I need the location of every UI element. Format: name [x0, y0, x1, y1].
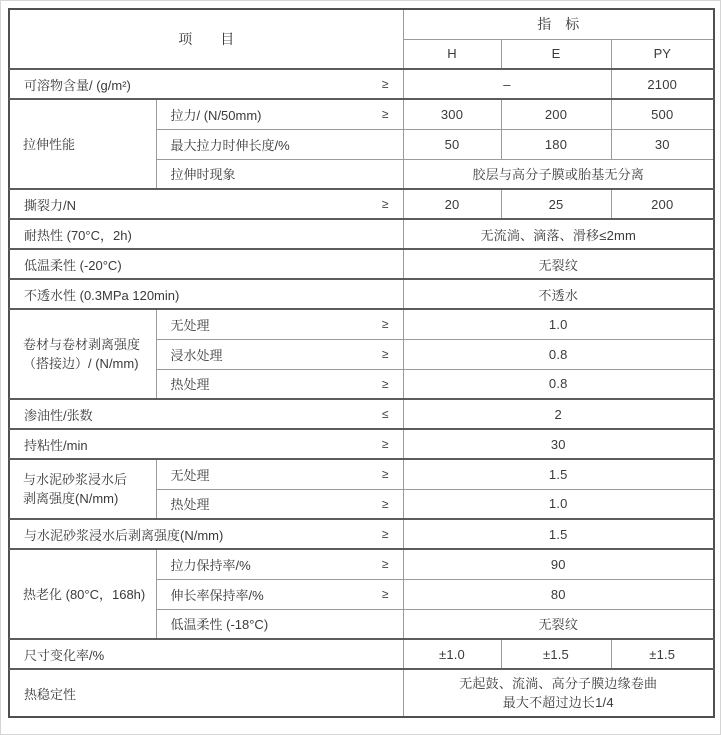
row-label: 尺寸变化率/% — [24, 647, 105, 663]
value-span: 90 — [403, 549, 714, 579]
label-wrap — [157, 310, 403, 338]
group-label-aging: 热老化 (80°C，168h) — [9, 549, 156, 639]
label-wrap — [10, 70, 403, 98]
sub-label: 拉力保持率/% — [170, 557, 251, 573]
row-tensile-force — [9, 99, 714, 129]
value-h-e: – — [403, 69, 611, 99]
sub-label-cell — [156, 489, 403, 519]
value-span: 1.5 — [403, 519, 714, 549]
value-line2: 最大不超过边长1/4 — [502, 695, 614, 710]
label-wrap — [157, 550, 403, 578]
value-span: 2 — [403, 399, 714, 429]
sub-label-cell — [156, 309, 403, 339]
label-wrap — [157, 100, 403, 128]
sub-label-cell — [156, 609, 403, 639]
group-label-line1: 与水泥砂浆浸水后 — [23, 472, 128, 487]
row-label-cell — [9, 399, 403, 429]
col-header-e: E — [501, 39, 611, 69]
value-span: 1.0 — [403, 309, 714, 339]
value-py: ±1.5 — [611, 639, 714, 669]
sub-label-cell — [156, 99, 403, 129]
sub-label: 热处理 — [170, 377, 210, 393]
sub-label-cell — [156, 369, 403, 399]
group-label-line2: 剥离强度(N/mm) — [23, 491, 119, 506]
sub-label-cell — [156, 339, 403, 369]
label-wrap — [157, 490, 403, 518]
row-impermeability — [9, 279, 714, 309]
row-label: 持粘性/min — [24, 437, 88, 453]
sub-label: 热处理 — [170, 497, 210, 513]
label-wrap — [157, 160, 403, 188]
sub-label-cell — [156, 579, 403, 609]
ge-symbol: ≥ — [381, 347, 389, 361]
value-h: 300 — [403, 99, 501, 129]
index-header: 指 标 — [403, 9, 714, 39]
ge-symbol: ≥ — [381, 317, 389, 332]
row-label-cell — [9, 639, 403, 669]
row-label-cell — [9, 69, 403, 99]
row-cement-untreated — [9, 459, 714, 489]
value-span: 1.5 — [403, 459, 714, 489]
value-e: 200 — [501, 99, 611, 129]
sub-label: 低温柔性 (-18°C) — [170, 617, 269, 633]
row-label-cell — [9, 189, 403, 219]
ge-symbol: ≥ — [381, 77, 389, 91]
row-oil-penetration — [9, 399, 714, 429]
row-tackiness — [9, 429, 714, 459]
label-wrap — [10, 190, 403, 218]
row-tear-strength — [9, 189, 714, 219]
value-h: 20 — [403, 189, 501, 219]
value-span: 不透水 — [403, 279, 714, 309]
sub-label: 无处理 — [170, 317, 210, 333]
row-label: 渗油性/张数 — [24, 407, 93, 423]
group-label-line1: 卷材与卷材剥离强度 — [23, 337, 141, 352]
row-label-cell — [9, 669, 403, 717]
row-label: 与水泥砂浆浸水后剥离强度(N/mm) — [24, 527, 224, 543]
row-label: 可溶物含量/ (g/m²) — [24, 77, 131, 93]
label-wrap — [157, 610, 403, 638]
sub-label-cell — [156, 159, 403, 189]
sub-label: 无处理 — [170, 467, 210, 483]
label-wrap — [157, 130, 403, 158]
row-dimension-change — [9, 639, 714, 669]
value-span: 无流淌、滴落、滑移≤2mm — [403, 219, 714, 249]
value-e: 25 — [501, 189, 611, 219]
label-wrap — [157, 460, 403, 488]
row-label: 低温柔性 (-20°C) — [24, 257, 122, 273]
sub-label: 浸水处理 — [170, 347, 223, 363]
row-label-cell — [9, 279, 403, 309]
row-peel-untreated — [9, 309, 714, 339]
group-label-line2: （搭接边）/ (N/mm) — [23, 356, 139, 371]
ge-symbol: ≥ — [381, 557, 389, 572]
ge-symbol: ≥ — [381, 587, 389, 601]
ge-symbol: ≥ — [381, 467, 389, 482]
row-aging-tensile-retention — [9, 549, 714, 579]
ge-symbol: ≥ — [381, 527, 389, 541]
value-e: ±1.5 — [501, 639, 611, 669]
value-h: 50 — [403, 129, 501, 159]
value-h: ±1.0 — [403, 639, 501, 669]
value-line1: 无起鼓、流淌、高分子膜边缘卷曲 — [459, 676, 658, 691]
sub-label: 伸长率保持率/% — [170, 587, 264, 603]
value-span: 80 — [403, 579, 714, 609]
col-header-py: PY — [611, 39, 714, 69]
ge-symbol: ≥ — [381, 376, 389, 391]
group-label-tensile: 拉伸性能 — [9, 99, 156, 189]
row-thermal-stability — [9, 669, 714, 717]
value-span: 无裂纹 — [403, 249, 714, 279]
group-label-cement — [9, 459, 156, 519]
value-py: 500 — [611, 99, 714, 129]
sub-label: 最大拉力时伸长度/% — [170, 137, 290, 153]
ge-symbol: ≥ — [381, 107, 389, 122]
sub-label-cell — [156, 549, 403, 579]
value-py: 30 — [611, 129, 714, 159]
label-wrap — [157, 580, 403, 608]
row-label: 热稳定性 — [24, 686, 77, 702]
value-span: 胶层与高分子膜或胎基无分离 — [403, 159, 714, 189]
value-span: 30 — [403, 429, 714, 459]
item-header: 项 目 — [9, 9, 403, 69]
row-label-cell — [9, 519, 403, 549]
ge-symbol: ≥ — [381, 437, 389, 451]
label-wrap — [10, 679, 403, 707]
value-span: 0.8 — [403, 339, 714, 369]
label-wrap — [10, 640, 403, 668]
value-span: 无裂纹 — [403, 609, 714, 639]
row-soluble-content — [9, 69, 714, 99]
label-wrap — [10, 280, 403, 308]
label-wrap — [10, 520, 403, 548]
row-label: 撕裂力/N — [24, 197, 77, 213]
row-heat-resistance — [9, 219, 714, 249]
value-span — [403, 669, 714, 717]
label-wrap — [10, 250, 403, 278]
value-e: 180 — [501, 129, 611, 159]
ge-symbol: ≥ — [381, 496, 389, 511]
sub-label: 拉力/ (N/50mm) — [170, 107, 262, 123]
label-wrap — [10, 220, 403, 248]
row-label: 耐热性 (70°C，2h) — [24, 227, 132, 243]
row-label-cell — [9, 219, 403, 249]
header-row-1 — [9, 9, 714, 39]
label-wrap — [157, 370, 403, 398]
label-wrap — [157, 340, 403, 368]
value-py: 2100 — [611, 69, 714, 99]
group-label-peel — [9, 309, 156, 399]
row-label: 不透水性 (0.3MPa 120min) — [24, 287, 180, 303]
row-cement-single — [9, 519, 714, 549]
row-label-cell — [9, 249, 403, 279]
le-symbol: ≤ — [381, 407, 389, 421]
sub-label-cell — [156, 129, 403, 159]
value-py: 200 — [611, 189, 714, 219]
value-span: 1.0 — [403, 489, 714, 519]
label-wrap — [10, 400, 403, 428]
sub-label-cell — [156, 459, 403, 489]
ge-symbol: ≥ — [381, 197, 389, 211]
value-span: 0.8 — [403, 369, 714, 399]
row-label-cell — [9, 429, 403, 459]
label-wrap — [10, 430, 403, 458]
sub-label: 拉伸时现象 — [170, 167, 236, 183]
spec-table — [8, 8, 715, 718]
col-header-h: H — [403, 39, 501, 69]
row-low-temp-flexibility — [9, 249, 714, 279]
